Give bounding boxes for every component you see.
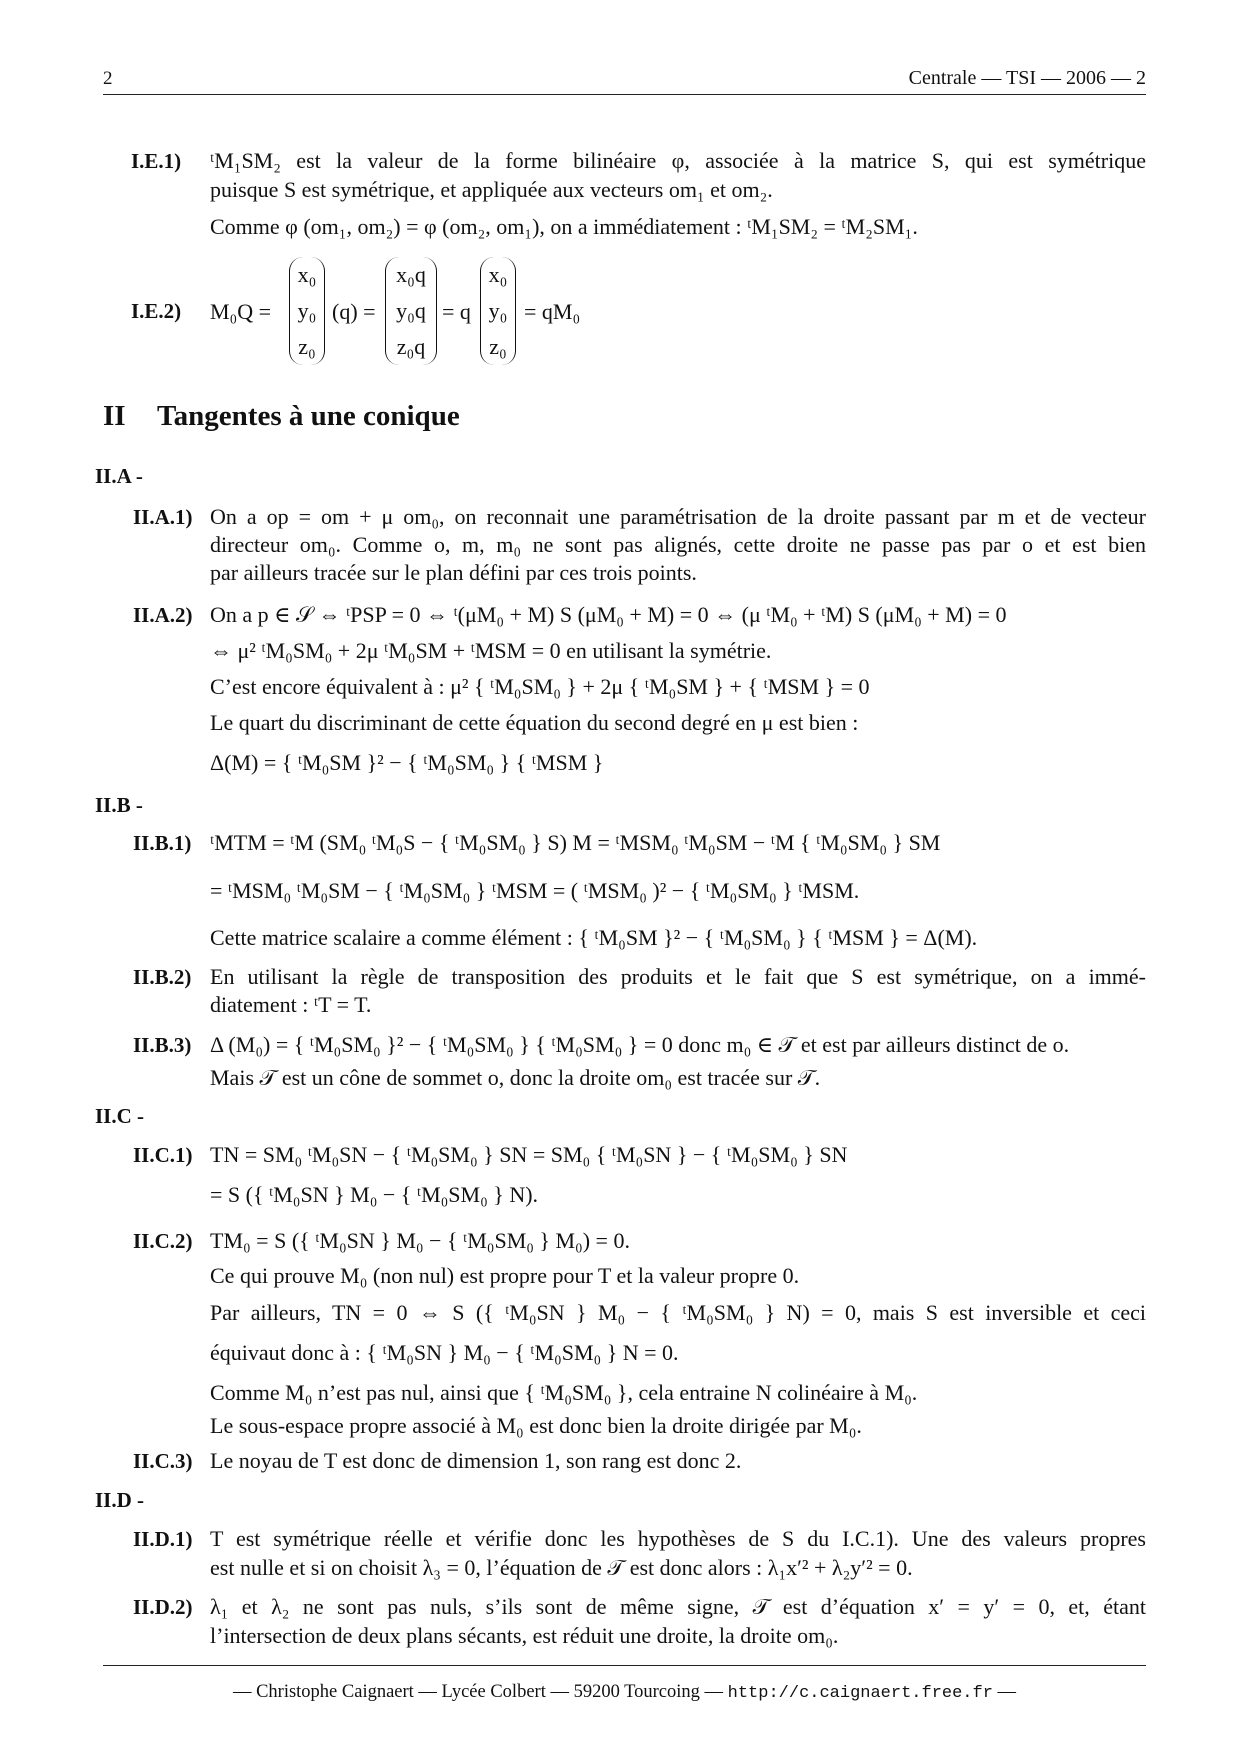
- ie2-eqq: = q: [442, 299, 471, 324]
- iib1-line1: ᵗMTM = ᵗM (SM₀ ᵗM₀S − { ᵗM₀SM₀ } S) M = ᵗMSM₀ ᵗM₀SM − ᵗM { ᵗM₀SM₀ } SM: [210, 830, 941, 855]
- label-iid: II.D -: [95, 1488, 145, 1512]
- iic2-line3: Par ailleurs, TN = 0 ⇔ S ({ ᵗM₀SN } M₀ − { ᵗM₀SM₀ } N) = 0, mais S est inversible et ceci: [210, 1300, 1146, 1325]
- iid1-line2: est nulle et si on choisit λ₃ = 0, l’équation de 𝒯 est donc alors : λ₁x′² + λ₂y′² = 0.: [210, 1555, 913, 1580]
- iia1-line3: par ailleurs tracée sur le plan défini par ces trois points.: [210, 560, 697, 585]
- iib1-line3: Cette matrice scalaire a comme élément : { ᵗM₀SM }² − { ᵗM₀SM₀ } { ᵗMSM } = Δ(M).: [210, 925, 978, 950]
- iia2-line5: Δ(M) = { ᵗM₀SM }² − { ᵗM₀SM₀ } { ᵗMSM }: [210, 750, 604, 775]
- label-iia2: II.A.2): [133, 603, 193, 627]
- ie1-line2: puisque S est symétrique, et appliquée aux vecteurs om₁ et om₂.: [210, 177, 773, 202]
- iic1-line2: = S ({ ᵗM₀SN } M₀ − { ᵗM₀SM₀ } N).: [210, 1182, 539, 1207]
- label-iid2: II.D.2): [133, 1595, 193, 1619]
- page-header: [103, 62, 1146, 95]
- matrix-col-2: x₀q y₀q z₀q: [385, 257, 437, 365]
- iib3-line1: Δ (M₀) = { ᵗM₀SM₀ }² − { ᵗM₀SM₀ } { ᵗM₀SM₀ } = 0 donc m₀ ∈ 𝒯 et est par ailleurs distinct de o.: [210, 1032, 1070, 1057]
- iia2-line2: ⇔ μ² ᵗM₀SM₀ + 2μ ᵗM₀SM + ᵗMSM = 0 en utilisant la symétrie.: [210, 638, 772, 663]
- ie2-lhs: M₀Q =: [210, 299, 272, 324]
- ie2-rhs: = qM₀: [524, 299, 581, 324]
- ie1-line1: ᵗM₁SM₂ est la valeur de la forme bilinéaire φ, associée à la matrice S, qui est symétrique: [210, 148, 1146, 173]
- label-iib: II.B -: [95, 793, 143, 817]
- iib1-line2: = ᵗMSM₀ ᵗM₀SM − { ᵗM₀SM₀ } ᵗMSM = ( ᵗMSM₀ )² − { ᵗM₀SM₀ } ᵗMSM.: [210, 878, 860, 903]
- label-iic2: II.C.2): [133, 1229, 193, 1253]
- iia1-line1: On a op = om + μ om₀, on reconnait une paramétrisation de la droite passant par m et de vecteur: [210, 504, 1146, 529]
- ie2-q: (q) =: [332, 299, 376, 324]
- label-iib1: II.B.1): [133, 831, 192, 855]
- iid1-line1: T est symétrique réelle et vérifie donc les hypothèses de S du I.C.1). Une des valeurs propres: [210, 1526, 1146, 1551]
- footer-end: —: [997, 1682, 1017, 1702]
- iic2-line6: Le sous-espace propre associé à M₀ est donc bien la droite dirigée par M₀.: [210, 1413, 862, 1438]
- iid2-line1: λ₁ et λ₂ ne sont pas nuls, s’ils sont de même signe, 𝒯 est d’équation x′ = y′ = 0, et, étant: [210, 1594, 1146, 1619]
- label-iib3: II.B.3): [133, 1033, 192, 1057]
- label-iic: II.C -: [95, 1104, 145, 1128]
- iic2-line1: TM₀ = S ({ ᵗM₀SN } M₀ − { ᵗM₀SM₀ } M₀) = 0.: [210, 1228, 630, 1253]
- matrix-col-1: x₀ y₀ z₀: [289, 257, 325, 365]
- page-number: 2: [103, 68, 113, 89]
- label-ie2: I.E.2): [131, 299, 182, 323]
- label-iia1: II.A.1): [133, 505, 193, 529]
- ie1-line3: Comme φ (om₁, om₂) = φ (om₂, om₁), on a immédiatement : ᵗM₁SM₂ = ᵗM₂SM₁.: [210, 214, 918, 239]
- iib3-line2: Mais 𝒯 est un cône de sommet o, donc la droite om₀ est tracée sur 𝒯.: [210, 1065, 821, 1090]
- iia1-line2: directeur om₀. Comme o, m, m₀ ne sont pas alignés, cette droite ne passe pas par o et est bien: [210, 532, 1146, 557]
- footer-text: — Christophe Caignaert — Lycée Colbert — 59200 Tourcoing —: [232, 1682, 724, 1702]
- matrix-col-3: x₀ y₀ z₀: [480, 257, 516, 365]
- label-iic1: II.C.1): [133, 1143, 193, 1167]
- iia2-line4: Le quart du discriminant de cette équation du second degré en μ est bien :: [210, 710, 859, 735]
- label-iib2: II.B.2): [133, 965, 192, 989]
- iic2-line5: Comme M₀ n’est pas nul, ainsi que { ᵗM₀SM₀ }, cela entraine N colinéaire à M₀.: [210, 1380, 918, 1405]
- iib2-line2: diatement : ᵗT = T.: [210, 992, 372, 1017]
- label-iic3: II.C.3): [133, 1449, 193, 1473]
- label-iid1: II.D.1): [133, 1527, 193, 1551]
- iia2-line3: C’est encore équivalent à : μ² { ᵗM₀SM₀ } + 2μ { ᵗM₀SM } + { ᵗMSM } = 0: [210, 674, 870, 699]
- iia2-line1: On a p ∈ 𝒮 ⇔ ᵗPSP = 0 ⇔ ᵗ(μM₀ + M) S (μM₀ + M) = 0 ⇔ (μ ᵗM₀ + ᵗM) S (μM₀ + M) = 0: [210, 602, 1007, 627]
- iic1-line1: TN = SM₀ ᵗM₀SN − { ᵗM₀SM₀ } SN = SM₀ { ᵗM₀SN } − { ᵗM₀SM₀ } SN: [210, 1142, 848, 1167]
- header-title: Centrale — TSI — 2006 — 2: [908, 67, 1146, 89]
- label-iia: II.A -: [95, 464, 143, 488]
- iic3-line1: Le noyau de T est donc de dimension 1, son rang est donc 2.: [210, 1448, 742, 1473]
- iid2-line2: l’intersection de deux plans sécants, est réduit une droite, la droite om₀.: [210, 1623, 839, 1648]
- iic2-line4: équivaut donc à : { ᵗM₀SN } M₀ − { ᵗM₀SM₀ } N = 0.: [210, 1340, 679, 1365]
- footer-url[interactable]: http://c.caignaert.free.fr: [727, 1684, 993, 1703]
- iib2-line1: En utilisant la règle de transposition des produits et le fait que S est symétrique, on a immé-: [210, 964, 1146, 989]
- iic2-line2: Ce qui prouve M₀ (non nul) est propre pour T et la valeur propre 0.: [210, 1263, 800, 1288]
- page-footer: [103, 1665, 1146, 1708]
- section-title: II Tangentes à une conique: [103, 400, 460, 432]
- label-ie1: I.E.1): [131, 149, 182, 173]
